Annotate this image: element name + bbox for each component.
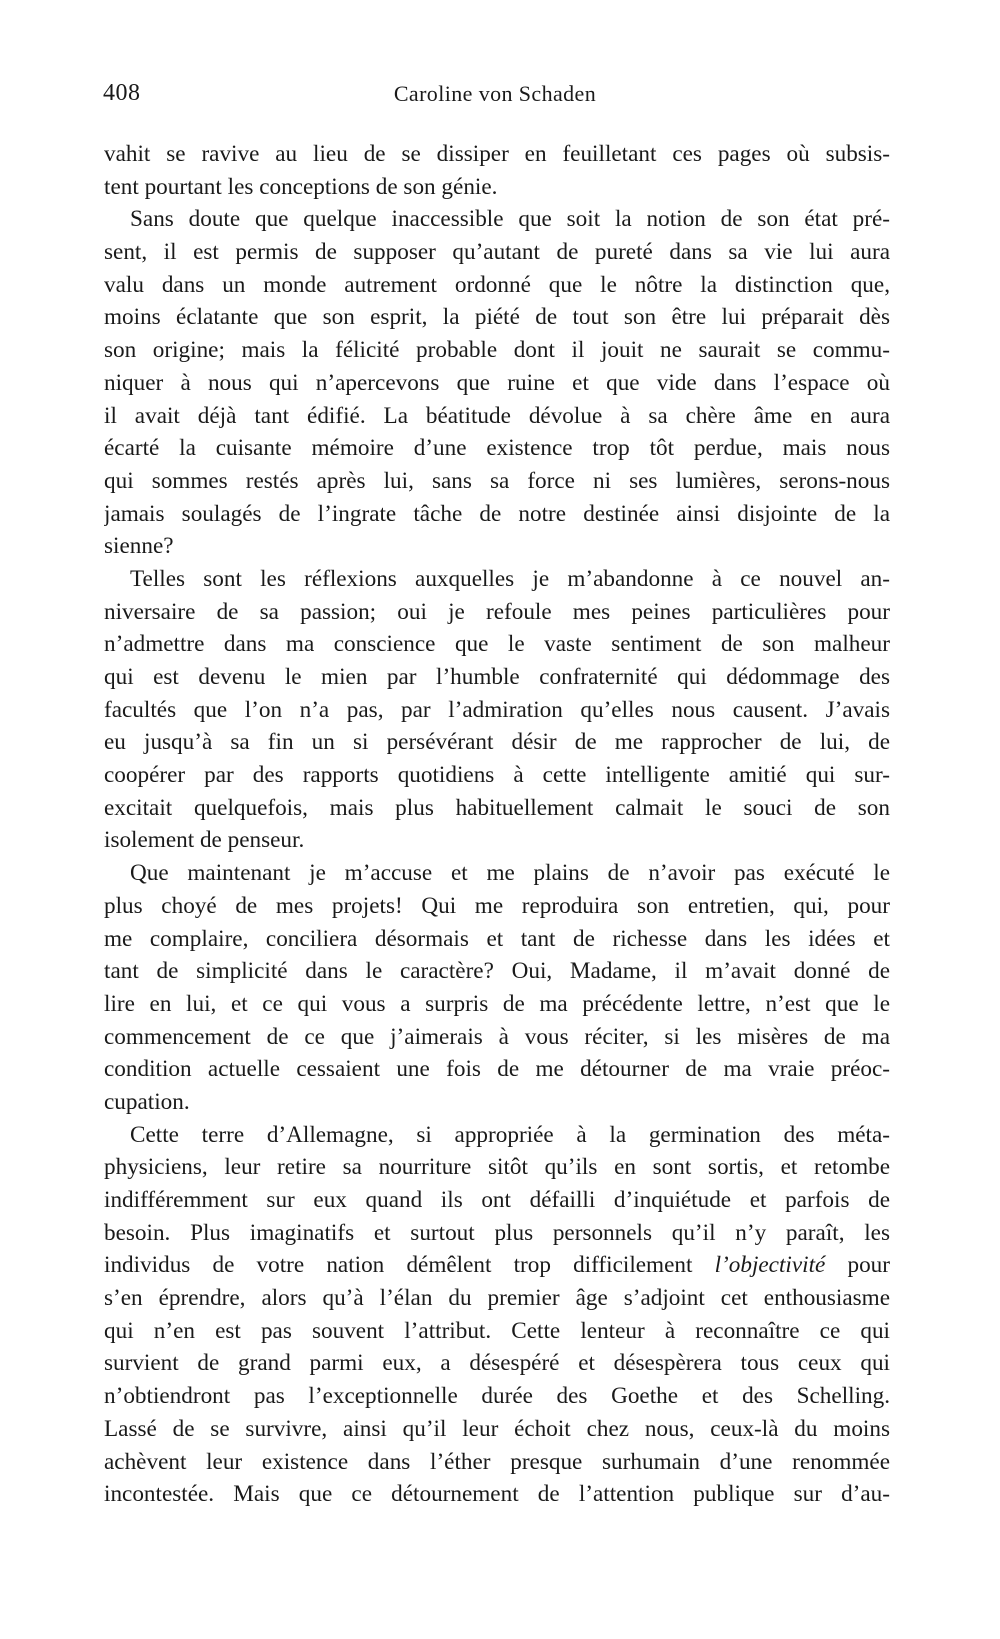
text-line: sent, il est permis de supposer qu’autant de pureté dans sa vie lui aura: [104, 239, 890, 266]
text-line: il avait déjà tant édifié. La béatitude dévolue à sa chère âme en aura: [104, 402, 890, 429]
text-line: n’obtiendront pas l’exceptionnelle durée des Goethe et des Schelling.: [104, 1383, 890, 1410]
text-segment: individus de votre nation démêlent trop difficilement: [104, 1252, 715, 1279]
running-head: Caroline von Schaden: [393, 81, 597, 106]
body-text: [104, 138, 890, 1511]
text-line: indifféremment sur eux quand ils ont défailli d’inquiétude et parfois de: [104, 1187, 890, 1213]
text-line: Que maintenant je m’accuse et me plains de n’avoir pas exécuté le: [130, 860, 890, 887]
text-line: coopérer par des rapports quotidiens à cette intelligente amitié qui sur-: [104, 762, 890, 789]
text-line: niquer à nous qui n’apercevons que ruine et que vide dans l’espace où: [104, 369, 890, 396]
text-line: survient de grand parmi eux, a désespéré et désespèrera tous ceux qui: [104, 1350, 890, 1377]
text-line: isolement de penseur.: [104, 827, 305, 854]
text-line: sienne?: [104, 533, 174, 560]
page-number: 408: [103, 80, 141, 106]
text-line: niversaire de sa passion; oui je refoule mes peines particulières pour: [104, 598, 890, 625]
text-line: Lassé de se survivre, ainsi qu’il leur échoit chez nous, ceux-là du moins: [104, 1415, 890, 1442]
text-line: lire en lui, et ce qui vous a surpris de ma précédente lettre, n’est que le: [104, 990, 890, 1017]
text-line: excitait quelquefois, mais plus habituellement calmait le souci de son: [104, 794, 890, 821]
text-line: écarté la cuisante mémoire d’une existence trop tôt perdue, mais nous: [104, 435, 890, 462]
text-line: vahit se ravive au lieu de se dissiper en feuilletant ces pages où subsis-: [104, 141, 890, 167]
text-line: commencement de ce que j’aimerais à vous réciter, si les misères de ma: [104, 1023, 890, 1050]
text-line: qui n’en est pas souvent l’attribut. Cette lenteur à reconnaître ce qui: [104, 1317, 890, 1344]
text-line: achèvent leur existence dans l’éther presque surhumain d’une renommée: [104, 1448, 890, 1475]
text-line: tant de simplicité dans le caractère? Oui, Madame, il m’avait donné de: [104, 958, 890, 985]
text-line: jamais soulagés de l’ingrate tâche de notre destinée ainsi disjointe de la: [104, 500, 890, 527]
text-line: Cette terre d’Allemagne, si appropriée à la germination des méta-: [130, 1121, 890, 1148]
text-line: cupation.: [104, 1088, 190, 1115]
text-line: moins éclatante que son esprit, la piété de tout son être lui préparait dès: [104, 304, 890, 331]
text-line: eu jusqu’à sa fin un si persévérant désir de me rapprocher de lui, de: [104, 729, 890, 756]
text-line: me complaire, conciliera désormais et tant de richesse dans les idées et: [104, 925, 890, 952]
text-line: besoin. Plus imaginatifs et surtout plus personnels qu’il n’y paraît, les: [104, 1219, 890, 1246]
text-line: incontestée. Mais que ce détournement de l’attention publique sur d’au-: [104, 1481, 890, 1508]
text-line: qui sommes restés après lui, sans sa force ni ses lumières, serons-nous: [104, 467, 890, 494]
text-line: n’admettre dans ma conscience que le vaste sentiment de son malheur: [104, 631, 890, 658]
text-line: Sans doute que quelque inaccessible que soit la notion de son état pré-: [130, 206, 890, 233]
text-line: facultés que l’on n’a pas, par l’admiration qu’elles nous causent. J’avais: [104, 696, 890, 723]
italic-term: l’objectivité: [714, 1252, 826, 1279]
text-line-with-italic: [104, 1249, 890, 1282]
text-line: plus choyé de mes projets! Qui me reproduira son entretien, qui, pour: [104, 892, 890, 919]
text-line: qui est devenu le mien par l’humble confraternité qui dédommage des: [104, 664, 890, 690]
text-line: physiciens, leur retire sa nourriture sitôt qu’ils en sont sortis, et retombe: [104, 1154, 890, 1181]
text-line: s’en éprendre, alors qu’à l’élan du premier âge s’adjoint cet enthousiasme: [104, 1285, 890, 1312]
text-segment: pour: [825, 1252, 890, 1279]
page-header: [100, 80, 890, 114]
text-line: tent pourtant les conceptions de son génie.: [104, 173, 498, 200]
text-line: Telles sont les réflexions auxquelles je m’abandonne à ce nouvel an-: [130, 565, 890, 592]
text-line: valu dans un monde autrement ordonné que le nôtre la distinction que,: [104, 271, 890, 298]
text-line: condition actuelle cessaient une fois de me détourner de ma vraie préoc-: [104, 1056, 890, 1083]
text-line: son origine; mais la félicité probable dont il jouit ne saurait se commu-: [104, 337, 890, 364]
